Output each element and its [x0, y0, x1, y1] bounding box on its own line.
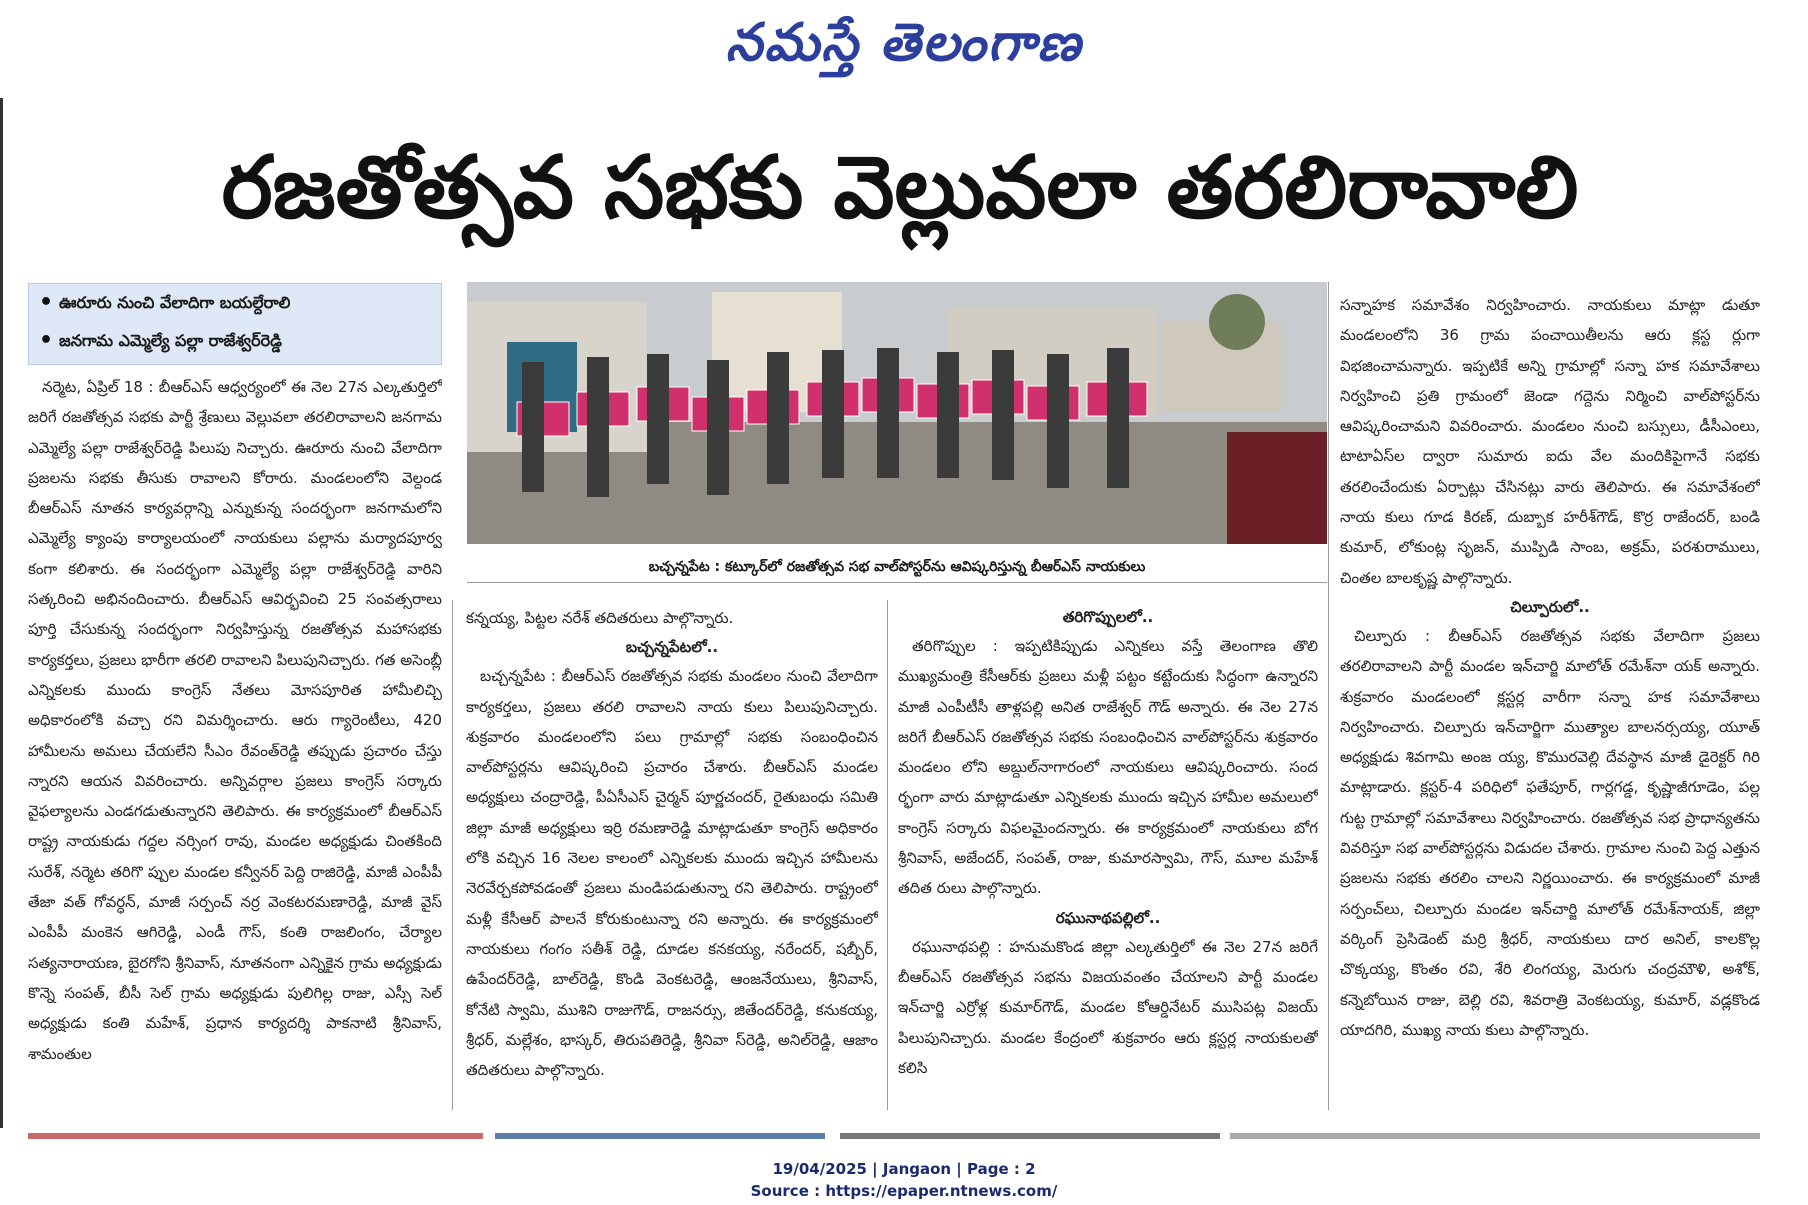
subheading-bachannapet: బచ్చన్నపేటలో.. [625, 638, 719, 657]
photo-illustration [467, 282, 1327, 544]
column-1-body: నర్మెట, ఏప్రిల్ 18 : బీఆర్‌ఎస్ ఆధ్వర్యంలో ఈ నెల 27న ఎల్కతుర్తిలో జరిగే రజతోత్సవ సభకు పార్టీ శ్రేణులు వెల్లువలా తరలిరావాలని జనగామ ఎమ్మెల్యే పల్లా రాజేశ్వర్‌రెడ్డి పిలుపు నిచ్చారు. ఊరూరు నుంచి వేలాదిగా ప్రజలను సభకు తీసుకు రావాలని కోరారు. మండలంలోని వెల్దండ బీఆర్‌ఎస్ నూతన కార్యవర్గాన్ని ఎన్నుకున్న సందర్భంగా జనగామలోని ఎమ్మెల్యే క్యాంపు కార్యాలయంలో నాయకులు పల్లాను మర్యాదపూర్వ కంగా కలిశారు. ఈ సందర్భంగా ఎమ్మెల్యే పల్లా రాజేశ్వర్‌రెడ్డి వారిని సత్కరించి అభినందించారు. బీఆర్‌ఎస్ ఆవిర్భవించి 25 సంవత్సరాలు పూర్తి చేసుకున్న సందర్భంగా నిర్వహిస్తున్న రజతోత్సవ మహాసభకు కార్యకర్తలు, ప్రజలు భారీగా తరలి రావాలని పిలుపునిచ్చారు. గత అసెంబ్లీ ఎన్నికలకు ముందు కాంగ్రెస్ నేతలు మోసపూరిత హామీలిచ్చి అధికారంలోకి వచ్చా రని విమర్శించారు. ఆరు గ్యారెంటీలు, 420 హామీలను అమలు చేయలేని సీఎం రేవంత్‌రెడ్డి తప్పుడు ప్రచారం చేస్తు న్నారని ఆయన వివరించారు. అన్నివర్గాల ప్రజలు కాంగ్రెస్ సర్కారు వైఫల్యాలను ఎండగడుతున్నారని తెలిపారు. ఈ కార్యక్రమంలో బీఆర్‌ఎస్ రాష్ట్ర నాయకుడు గద్దల నర్సింగ రావు, మండల అధ్యక్షుడు చింతకింది సురేశ్, నర్మెట తరిగొ ప్పుల మండల కన్వీనర్ పెద్ది రాజిరెడ్డి, మాజీ ఎంపీపీ తేజా వత్ గోవర్ధన్, మాజీ సర్పంచ్ నర్ర వెంకటరమణారెడ్డి, మాజీ వైస్ ఎంపీపీ మంకెన ఆగిరెడ్డి, ఎండీ గౌస్, కంతి రాజలింగం, చేర్యాల సత్యనారాయణ, బైరగోని శ్రీనివాస్, నూతనంగా ఎన్నికైన గ్రామ అధ్యక్షుడు కొన్నె సంపత్, బీసీ సెల్ గ్రామ అధ్యక్షుడు పులిగిల్ల రాజు, ఎస్సీ సెల్ అధ్యక్షుడు కంతి మహేశ్, ప్రధాన కార్యదర్శి పాకనాటి శ్రీనివాస్, శామంతుల [28, 378, 442, 1063]
footer-source-link[interactable]: Source : https://epaper.ntnews.com/ [750, 1182, 1058, 1200]
adjacent-article-strip [840, 1133, 1220, 1139]
left-border-rule [0, 98, 3, 1128]
footer-date-edition: 19/04/2025 | Jangaon | Page : 2 [772, 1160, 1036, 1178]
column-3-body-2: రఘునాథపల్లి : హనుమకొండ జిల్లా ఎల్కతుర్తిలో ఈ నెల 27న జరిగే బీఆర్‌ఎస్ రజతోత్సవ సభను విజయవంతం చేయాలని పార్టీ మండల ఇన్‌చార్జి ఎర్రోళ్ల కుమార్‌గౌడ్, మండల కోఆర్డినేటర్ ముసిపట్ల విజయ్ పిలుపునిచ్చారు. మండల కేంద్రంలో శుక్రవారం ఆరు క్లస్టర్ల నాయకులతో కలిసి [898, 937, 1318, 1077]
highlight-text: ఊరూరు నుంచి వేలాదిగా బయల్దేరాలి [59, 293, 291, 312]
highlight-item [29, 322, 441, 360]
subheading-chilpur: చిల్పూరులో.. [1510, 597, 1590, 616]
adjacent-article-strip [495, 1133, 825, 1139]
newspaper-masthead: నమస్తే తెలంగాణ [725, 13, 1083, 73]
highlights-box [28, 283, 442, 365]
adjacent-article-strip [28, 1133, 483, 1139]
column-3-body-1: తరిగొప్పుల : ఇప్పటికిప్పుడు ఎన్నికలు వస్తే తెలంగాణ తొలి ముఖ్యమంత్రి కేసీఆర్‌కు ప్రజలు మళ్లీ పట్టం కట్టేందుకు సిద్ధంగా ఉన్నారని మాజీ ఎంపీటీసీ తాళ్లపల్లి అనిత రాజేశ్వర్ గౌడ్ అన్నారు. ఈ నెల 27న జరిగే బీఆర్‌ఎస్ రజతోత్సవ సభకు సంబంధించిన వాల్‌పోస్టర్‌ను శుక్రవారం మండలం లోని అబ్దుల్‌నాగారంలో నాయకులు ఆవిష్కరించారు. సంద ర్భంగా వారు మాట్లాడుతూ ఎన్నికలకు ముందు ఇచ్చిన హామీల అమలులో కాంగ్రెస్ సర్కారు విఫలమైందన్నారు. ఈ కార్యక్రమంలో నాయకులు బోగ శ్రీనివాస్, అజేందర్, సంపత్, రాజు, కుమారస్వామి, గౌస్, మూల మహేశ్ తదిత రులు పాల్గొన్నారు. [898, 637, 1318, 898]
article-headline: రజతోత్సవ సభకు వెల్లువలా తరలిరావాలి [221, 138, 1579, 238]
bullet-icon: • [39, 290, 54, 315]
article-column-4 [1340, 290, 1760, 1112]
column-divider [1328, 282, 1329, 1110]
highlight-text: జనగామ ఎమ్మెల్యే పల్లా రాజేశ్వర్‌రెడ్డి [59, 331, 282, 350]
news-photo [467, 282, 1327, 544]
subheading-tarigoppula: తరిగొప్పులలో.. [1062, 608, 1154, 626]
column-4-body-2: చిల్పూరు : బీఆర్‌ఎస్ రజతోత్సవ సభకు వేలాదిగా ప్రజలు తరలిరావాలని పార్టీ మండల ఇన్‌చార్జి మాలోత్ రమేశ్‌నా యక్ అన్నారు. శుక్రవారం మండలంలో క్లస్టర్ల వారీగా సన్నా హక సమావేశాలు నిర్వహించారు. చిల్పూరు ఇన్‌చార్జిగా ముత్యాల బాలనర్సయ్య, యూత్ అధ్యక్షుడు శివగామి అంజ య్య, కొమురవెల్లి దేవస్థాన మాజీ డైరెక్టర్ గిరి మాట్లాడారు. క్లస్టర్-4 పరిధిలో ఫతేపూర్, గార్లగడ్డ, కృష్ణాజీగూడెం, పల్ల గుట్ట గ్రామాల్లో సమావేశాలు నిర్వహించారు. రజతోత్సవ సభ ప్రాధాన్యతను వివరిస్తూ సభ వాల్‌పోస్టర్లను విడుదల చేశారు. గ్రామాల నుంచి పెద్ద ఎత్తున ప్రజలను సభకు తరలిం చాలని నిర్ణయించారు. ఈ కార్యక్రమంలో మాజీ సర్పంచ్‌లు, చిల్పూరు మండల ఇన్‌చార్జి మాలోత్ రమేశ్‌నాయక్, జిల్లా వర్కింగ్ ప్రెసిడెంట్ మర్రి శ్రీధర్, నాయకులు దార అనిల్, కాలకొల్ల చొక్కయ్య, కొంతం రవి, శేరి లింగయ్య, మెరుగు చంద్రమౌళి, అశోక్, కన్నెబోయిన రాజు, బెల్లి రవి, శివరాత్రి వెంకటయ్య, కుమార్, వడ్లకొండ యాదగిరి, ముఖ్య నాయ కులు పాల్గొన్నారు. [1340, 626, 1760, 1039]
column-divider [887, 600, 888, 1110]
column-divider [452, 600, 453, 1110]
article-column-1 [28, 372, 442, 1114]
column-2-lead: కన్నయ్య, పిట్టల నరేశ్ తదితరులు పాల్గొన్నారు. [466, 609, 734, 627]
page-footer [0, 1158, 1808, 1202]
bullet-icon: • [39, 328, 54, 353]
highlight-item [29, 284, 441, 322]
column-2-body: బచ్చన్నపేట : బీఆర్‌ఎస్ రజతోత్సవ సభకు మండలం నుంచి వేలాదిగా కార్యకర్తలు, ప్రజలు తరలి రావాలని నాయ కులు పిలుపునిచ్చారు. శుక్రవారం మండలంలోని పలు గ్రామాల్లో సభకు సంబంధించిన వాల్‌పోస్టర్లను ఆవిష్కరించి ప్రచారం చేశారు. బీఆర్‌ఎస్ మండల అధ్యక్షులు చంద్రారెడ్డి, పీఏసీఎస్ చైర్మన్ పూర్ణచందర్, రైతుబంధు సమితి జిల్లా మాజీ అధ్యక్షులు ఇర్రి రమణారెడ్డి మాట్లాడుతూ కాంగ్రెస్ అధికారం లోకి వచ్చిన 16 నెలల కాలంలో ఎన్నికలకు ముందు ఇచ్చిన హామీలను నెరవేర్చకపోవడంతో ప్రజలు మండిపడుతున్నా రని తెలిపారు. రాష్ట్రంలో మళ్లీ కేసీఆర్ పాలనే కోరుకుంటున్నా రని అన్నారు. ఈ కార్యక్రమంలో నాయకులు గంగం సతీశ్ రెడ్డి, దూడల కనకయ్య, నరేందర్, షబ్బీర్, ఉపేందర్‌రెడ్డి, బాల్‌రెడ్డి, కొండి వెంకటరెడ్డి, ఆంజనేయులు, శ్రీనివాస్, కోనేటి స్వామి, ముశిని రాజుగౌడ్, రాజనర్సు, జితేందర్‌రెడ్డి, కనుకయ్య, శ్రీధర్, మల్లేశం, భాస్కర్, తిరుపతిరెడ్డి, శ్రీనివా స్‌రెడ్డి, అనిల్‌రెడ్డి, ఆజాం తదితరులు పాల్గొన్నారు. [466, 667, 878, 1080]
article-column-3 [898, 603, 1318, 1111]
article-column-2 [466, 603, 878, 1111]
photo-caption: బచ్చన్నపేట : కట్కూర్‌లో రజతోత్సవ సభ వాల్‌పోస్టర్‌ను ఆవిష్కరిస్తున్న బీఆర్‌ఎస్ నాయకులు [467, 552, 1327, 583]
adjacent-article-strip [1230, 1133, 1760, 1139]
column-4-body-1: సన్నాహక సమావేశం నిర్వహించారు. నాయకులు మాట్లా డుతూ మండలంలోని 36 గ్రామ పంచాయితీలను ఆరు క్లస్ట ర్లుగా విభజించామన్నారు. ఇప్పటికే అన్ని గ్రామాల్లో సన్నా హక సమావేశాలు నిర్వహించి ప్రతి గ్రామంలో జెండా గద్దెను నిర్మించి వాల్‌పోస్టర్‌ను ఆవిష్కరించామని వివరించారు. మండలం నుంచి బస్సులు, డీసీఎంలు, టాటాఏస్‌ల ద్వారా సుమారు ఐదు వేల మందికిపైగానే సభకు తరలించేందుకు ఏర్పాట్లు చేసినట్లు వారు తెలిపారు. ఈ సమావేశంలో నాయ కులు గూడ కిరణ్, దుబ్బాక హరీశ్‌గౌడ్, కొర్ర రాజేందర్, బండి కుమార్, లోకుంట్ల సృజన్, ముప్పిడి సాంబ, అక్రమ్, పరశురాములు, చింతల బాలకృష్ణ పాల్గొన్నారు. [1340, 296, 1760, 587]
subheading-raghunathapalli: రఘునాథపల్లిలో.. [1055, 908, 1161, 927]
